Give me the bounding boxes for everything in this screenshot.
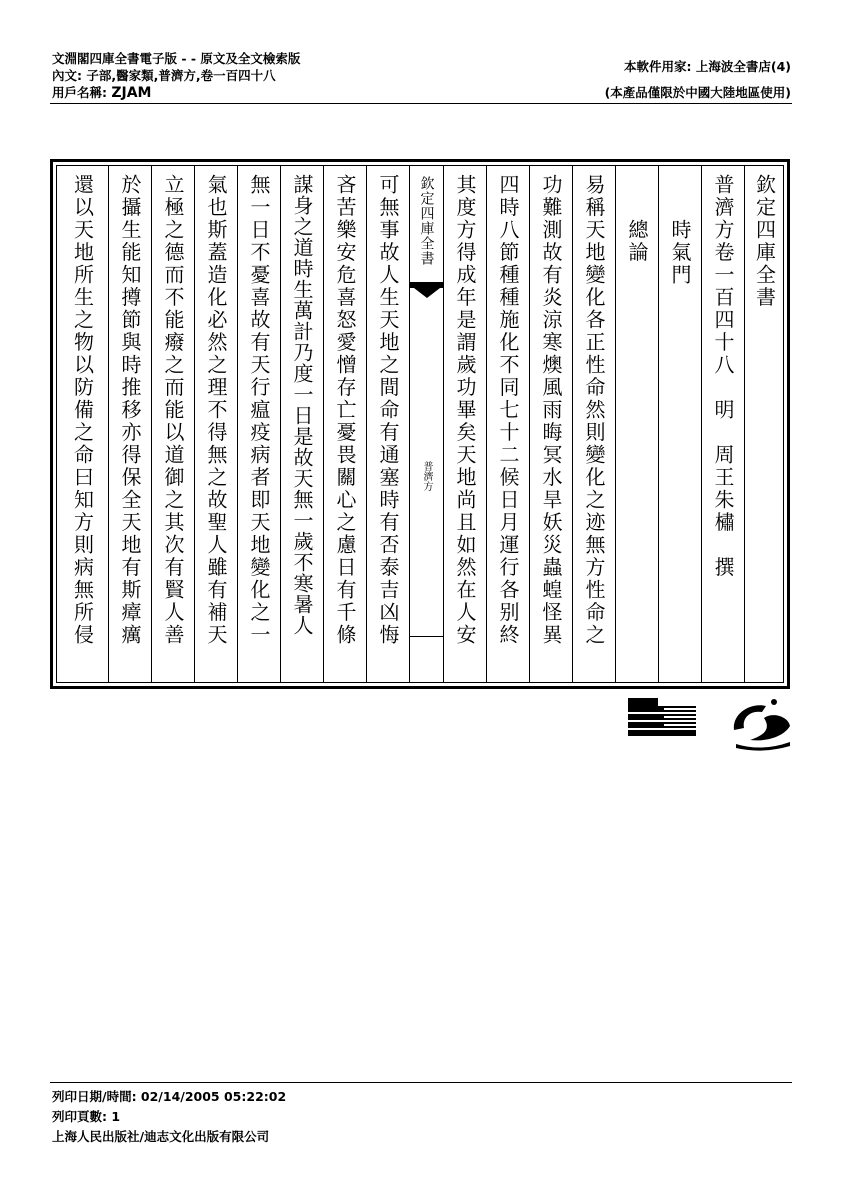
header-license [605,54,791,106]
text-column: 時氣門 [658,166,701,682]
fish-tail-icon [414,288,440,298]
publisher: 上海人民出版社/迪志文化出版有限公司 [52,1129,270,1144]
region-restriction: (本產品僅限於中國大陸地區使用) [604,85,791,100]
banner-book-name: 普濟方 [421,461,432,491]
text-column: 四時八節種種施化不同七十二候日月運行各别終 [486,166,529,682]
footer-info [52,1087,286,1147]
banner-title: 欽定四庫全書 [418,176,435,266]
print-datetime: 列印日期/時間: 02/14/2005 05:22:02 [52,1089,287,1104]
text-column: 可無事故人生天地之間命有通塞時有否泰吉凶悔 [366,166,409,682]
header-content-path: 內文: 子部,醫家類,普濟方,卷一百四十八 [52,68,276,83]
text-column: 吝苦樂安危喜怒愛憎存亡憂畏關心之慮日有千條 [323,166,366,682]
text-column: 普濟方卷一百四十八 明 周王朱橚 撰 [701,166,744,682]
center-banner [409,166,443,682]
licensee: 本軟件用家: 上海波全書店(4) [624,59,791,74]
banner-divider [410,636,443,637]
print-pages: 列印頁數: 1 [52,1109,121,1124]
header-rule [50,103,792,104]
text-column: 功難測故有炎涼寒燠風雨晦冥水旱妖災蟲蝗怪異 [529,166,572,682]
footer-rule [50,1082,792,1083]
text-column: 總論 [615,166,658,682]
column-grid [56,165,784,683]
text-column: 易稱天地變化各正性命然則變化之迹無方性命之 [572,166,615,682]
header-info [52,50,300,102]
stripes-logo-icon [628,696,696,742]
text-column: 欽定四庫全書 [744,166,784,682]
user-label: 用戶名稱: [52,85,107,100]
text-column: 還以天地所生之物以防備之命曰知方則病無所侵 [70,174,95,647]
text-column: 無一日不憂喜故有天行瘟疫病者即天地變化之一 [237,166,280,682]
publisher-emblem-icon [728,696,794,752]
user-name: ZJAM [111,85,152,101]
text-column: 立極之德而不能癈之而能以道御之其次有賢人善 [151,166,194,682]
text-column: 其度方得成年是謂歲功畢矣天地尚且如然在人安 [443,166,486,682]
text-column: 於攝生能知撙節與時推移亦得保全天地有斯瘴癘 [108,166,151,682]
header-edition: 文淵閣四庫全書電子版 - - 原文及全文檢索版 [52,51,301,66]
header-user [52,84,300,102]
text-column: 謀身之道時生萬計乃度一日是故天無一歲不寒暑人 [280,166,323,682]
text-column: 氣也斯蓋造化必然之理不得無之故聖人雖有補天 [194,166,237,682]
text-frame [50,159,790,689]
